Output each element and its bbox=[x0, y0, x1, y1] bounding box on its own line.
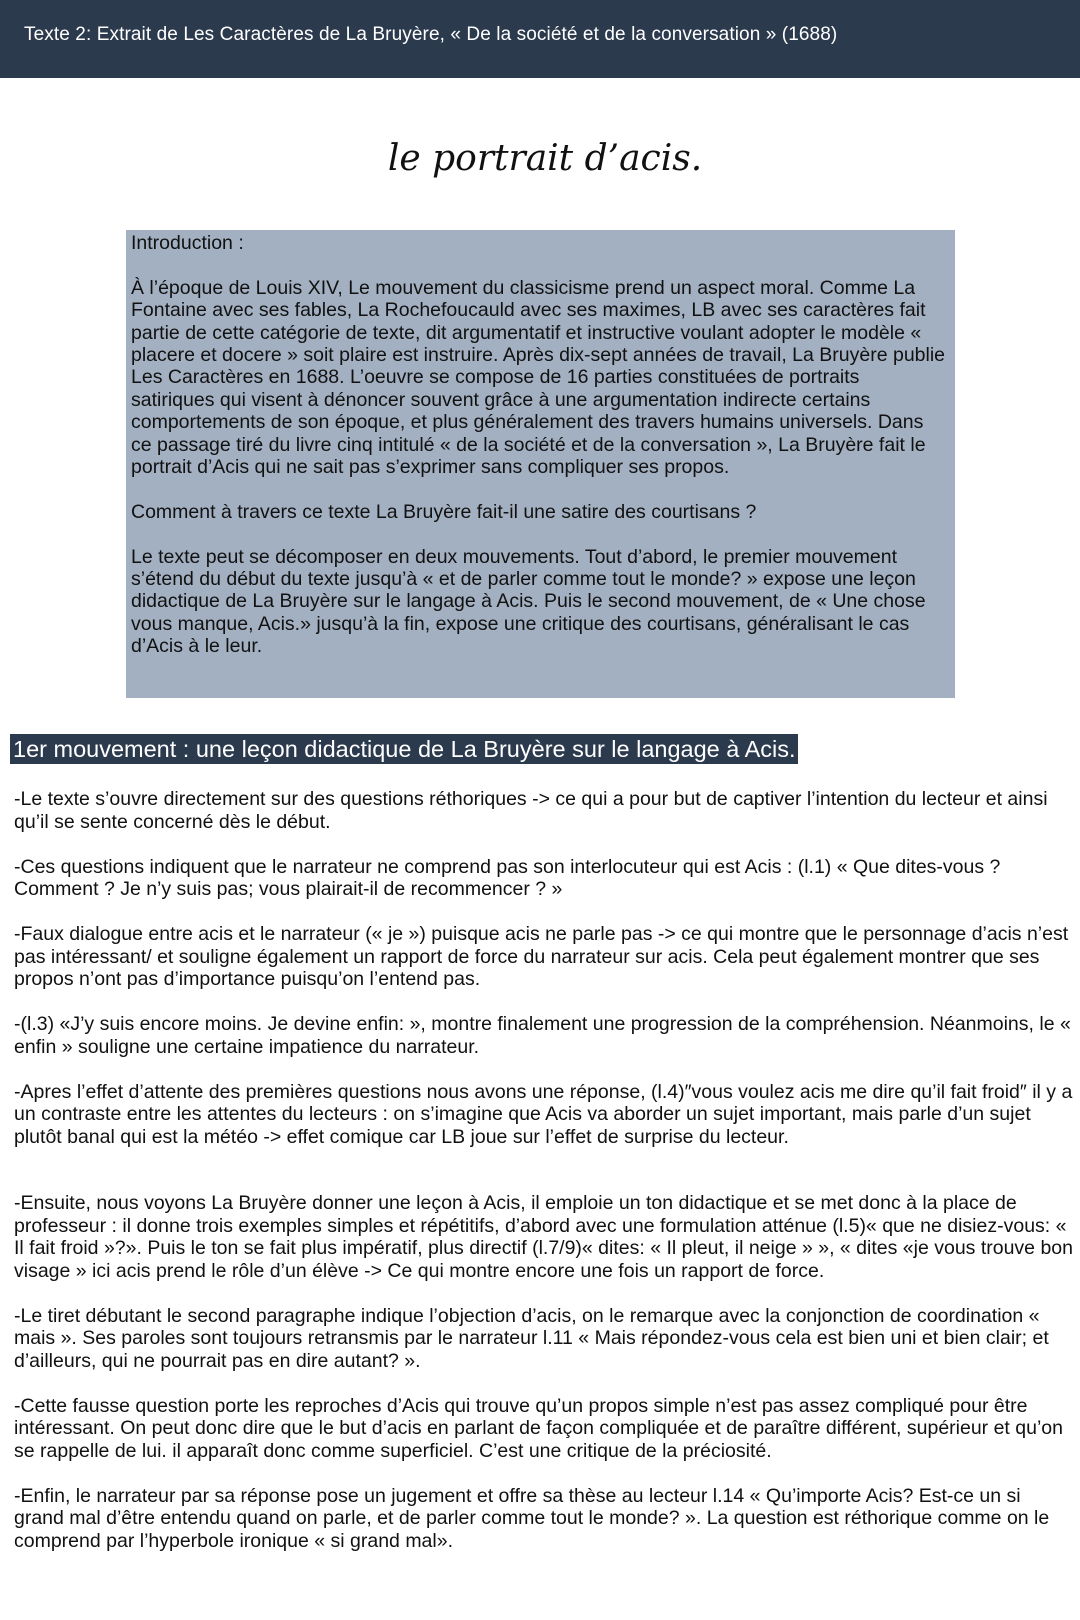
analysis-paragraph: -Ensuite, nous voyons La Bruyère donner une leçon à Acis, il emploie un ton didactique et se met donc à la place de professeur : il donne trois exemples simples et répétitifs, d’abord avec une formulation atténue (l.5)« que ne disiez-vous: « Il fait froid »?». Puis le ton se fait plus impératif, plus directif (l.7/9)« dites: « Il pleut, il neige » », « dites «je vous trouve bon visage » ici acis prend le rôle d’un élève -> Ce qui montre encore une fois un rapport de force. bbox=[14, 1192, 1073, 1282]
analysis-paragraph: -Apres l’effet d’attente des premières questions nous avons une réponse, (l.4)″vous voulez acis me dire qu’il fait froid″ il y a un contraste entre les attentes du lecteurs : on s’imagine que Acis va aborder un sujet important, mais parle d’un sujet plutôt banal qui est la météo -> effet comique car LB joue sur l’effet de surprise du lecteur. bbox=[14, 1080, 1073, 1148]
analysis-paragraph: -Le tiret débutant le second paragraphe indique l’objection d’acis, on le remarque avec la conjonction de coordination « mais ». Ses paroles sont toujours retransmis par le narrateur l.11 « Mais répondez-vous cela est bien uni et bien clair; et d’ailleurs, qui ne pourrait pas en dire autant? ». bbox=[14, 1304, 1049, 1372]
section-heading-text: 1er mouvement : une leçon didactique de La Bruyère sur le langage à Acis. bbox=[13, 736, 796, 762]
section-body bbox=[14, 788, 1074, 1575]
problematic-question: Comment à travers ce texte La Bruyère fait-il une satire des courtisans ? bbox=[131, 500, 757, 523]
analysis-paragraph: -(l.3) «J’y suis encore moins. Je devine enfin: », montre finalement une progression de la compréhension. Néanmoins, le « enfin » souligne une certaine impatience du narrateur. bbox=[14, 1013, 1071, 1058]
section-heading-1 bbox=[10, 734, 798, 764]
analysis-paragraph: -Enfin, le narrateur par sa réponse pose un jugement et offre sa thèse au lecteur l.14 « Qu’importe Acis? Est-ce un si grand mal d’être entendu quand on parle, et de parler comme tout le monde? ». La question est réthorique comme on le comprend par l’hyperbole ironique « si grand mal». bbox=[14, 1484, 1050, 1552]
introduction-paragraph: À l’époque de Louis XIV, Le mouvement du classicisme prend un aspect moral. Comme La Fontaine avec ses fables, La Rochefoucauld avec ses maximes, LB avec ses caractères fait partie de cette catégorie de texte, dit argumentatif et instructive voulant adopter le modèle « placere et docere » soit plaire est instruire. Après dix-sept années de travail, La Bruyère publie Les Caractères en 1688. L’oeuvre se compose de 16 parties constituées de portraits satiriques qui visent à dénoncer souvent grâce à une argumentation indirecte certains comportements de son époque, et plus généralement des travers humains universels. Dans ce passage tiré du livre cinq intitulé « de la société et de la conversation », La Bruyère fait le portrait d’Acis qui ne sait pas s’exprimer sans compliquer ses propos. bbox=[131, 276, 946, 479]
analysis-paragraph: -Le texte s’ouvre directement sur des questions réthoriques -> ce qui a pour but de captiver l’intention du lecteur et ainsi qu’il se sente concerné dès le début. bbox=[14, 788, 1048, 833]
introduction-box bbox=[126, 230, 955, 698]
page-title-text: le portrait d’acis. bbox=[387, 138, 703, 179]
analysis-paragraph: -Ces questions indiquent que le narrateur ne comprend pas son interlocuteur qui est Acis : (l.1) « Que dites-vous ? Comment ? Je n’y suis pas; vous plairait-il de recommencer ? » bbox=[14, 855, 1001, 900]
page-title bbox=[0, 138, 1060, 179]
analysis-paragraph: -Cette fausse question porte les reproches d’Acis qui trouve qu’un propos simple n’est pas assez compliqué pour être intéressant. On peut donc dire que le but d’acis en parlant de façon compliquée et de paraître différent, supérieur et qu’on se rappelle de lui. il apparaît donc comme superficiel. C’est une critique de la préciosité. bbox=[14, 1394, 1063, 1462]
introduction-heading: Introduction : bbox=[131, 232, 244, 254]
header-text: Texte 2: Extrait de Les Caractères de La Bruyère, « De la société et de la conversation » (1688) bbox=[24, 24, 838, 45]
header-bar bbox=[0, 0, 1080, 78]
analysis-paragraph: -Faux dialogue entre acis et le narrateur (« je ») puisque acis ne parle pas -> ce qui montre que le personnage d’acis n’est pas intéressant/ et souligne également un rapport de force du narrateur sur acis. Cela peut également montrer que ses propos n’ont pas d’importance puisqu’on l’entend pas. bbox=[14, 923, 1069, 990]
outline-paragraph: Le texte peut se décomposer en deux mouvements. Tout d’abord, le premier mouvement s’étend du début du texte jusqu’à « et de parler comme tout le monde? » expose une leçon didactique de La Bruyère sur le langage à Acis. Puis le second mouvement, de « Une chose vous manque, Acis.» jusqu’à la fin, expose une critique des courtisans, généralisant le cas d’Acis à le leur. bbox=[131, 545, 926, 658]
